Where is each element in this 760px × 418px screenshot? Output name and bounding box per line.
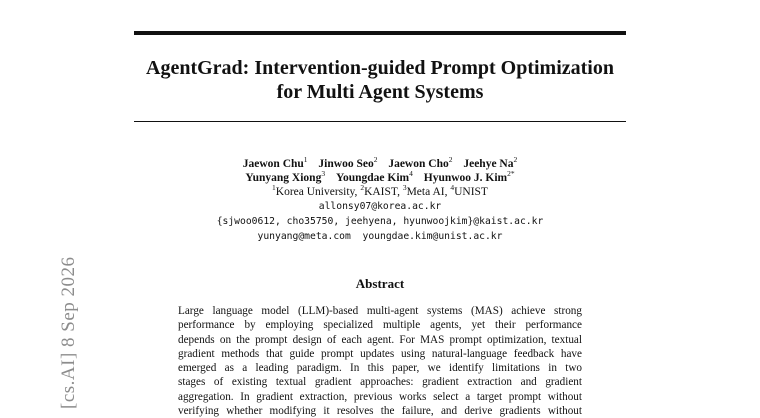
paper-title	[120, 56, 640, 104]
abstract-line: stages of existing textual gradient approaches: gradient extraction and gradient	[178, 376, 582, 389]
email-line[interactable]: allonsy07@korea.ac.kr	[318, 201, 442, 212]
abstract-line: performance by employing specialized multiple agents, yet their performance	[178, 319, 582, 332]
author: Jaewon Cho$^2$	[388, 155, 453, 170]
author: Jeehye Na$^2$	[463, 155, 518, 170]
author-block	[150, 157, 610, 244]
author-row-1	[150, 157, 610, 171]
affiliations: $^1$Korea University, $^2$KAIST, $^3$Meta AI, $^4$UNIST	[272, 183, 488, 198]
abstract-line: gradient methods that guide prompt updates using natural-language feedback have	[178, 347, 582, 360]
author: Hyunwoo J. Kim$^{2*}$	[423, 169, 515, 184]
author: Youngdae Kim$^4$	[335, 169, 413, 184]
top-rule	[134, 31, 626, 35]
abstract-body	[178, 304, 582, 418]
abstract-line: aggregation. In gradient extraction, previous works select a target prompt without	[178, 390, 582, 403]
author-row-2	[150, 171, 610, 185]
author: Jinwoo Seo$^2$	[318, 155, 378, 170]
abstract-line: depends on the prompt design of each agent. For MAS prompt optimization, textual	[178, 333, 582, 346]
email-line[interactable]: yunyang@meta.com youngdae.kim@unist.ac.kr	[257, 231, 503, 242]
abstract-line: Large language model (LLM)-based multi-agent systems (MAS) achieve strong	[178, 305, 582, 317]
abstract-heading: Abstract	[355, 276, 405, 291]
title-line-2: for Multi Agent Systems	[276, 81, 484, 103]
title-rule	[134, 121, 626, 122]
abstract-line: verifying whether modifying it resolves the failure, and derive gradients without	[178, 405, 582, 418]
arxiv-stamp: [cs.AI] 8 Sep 2026	[58, 256, 79, 409]
title-line-1: AgentGrad: Intervention-guided Prompt Optimization	[146, 57, 614, 79]
author: Yunyang Xiong$^3$	[245, 169, 326, 184]
email-line[interactable]: {sjwoo0612, cho35750, jeehyena, hyunwoojkim}@kaist.ac.kr	[216, 216, 544, 227]
author: Jaewon Chu$^1$	[242, 155, 308, 170]
abstract-line: emerged as a leading paradigm. In this paper, we identify limitations in two	[178, 362, 582, 375]
